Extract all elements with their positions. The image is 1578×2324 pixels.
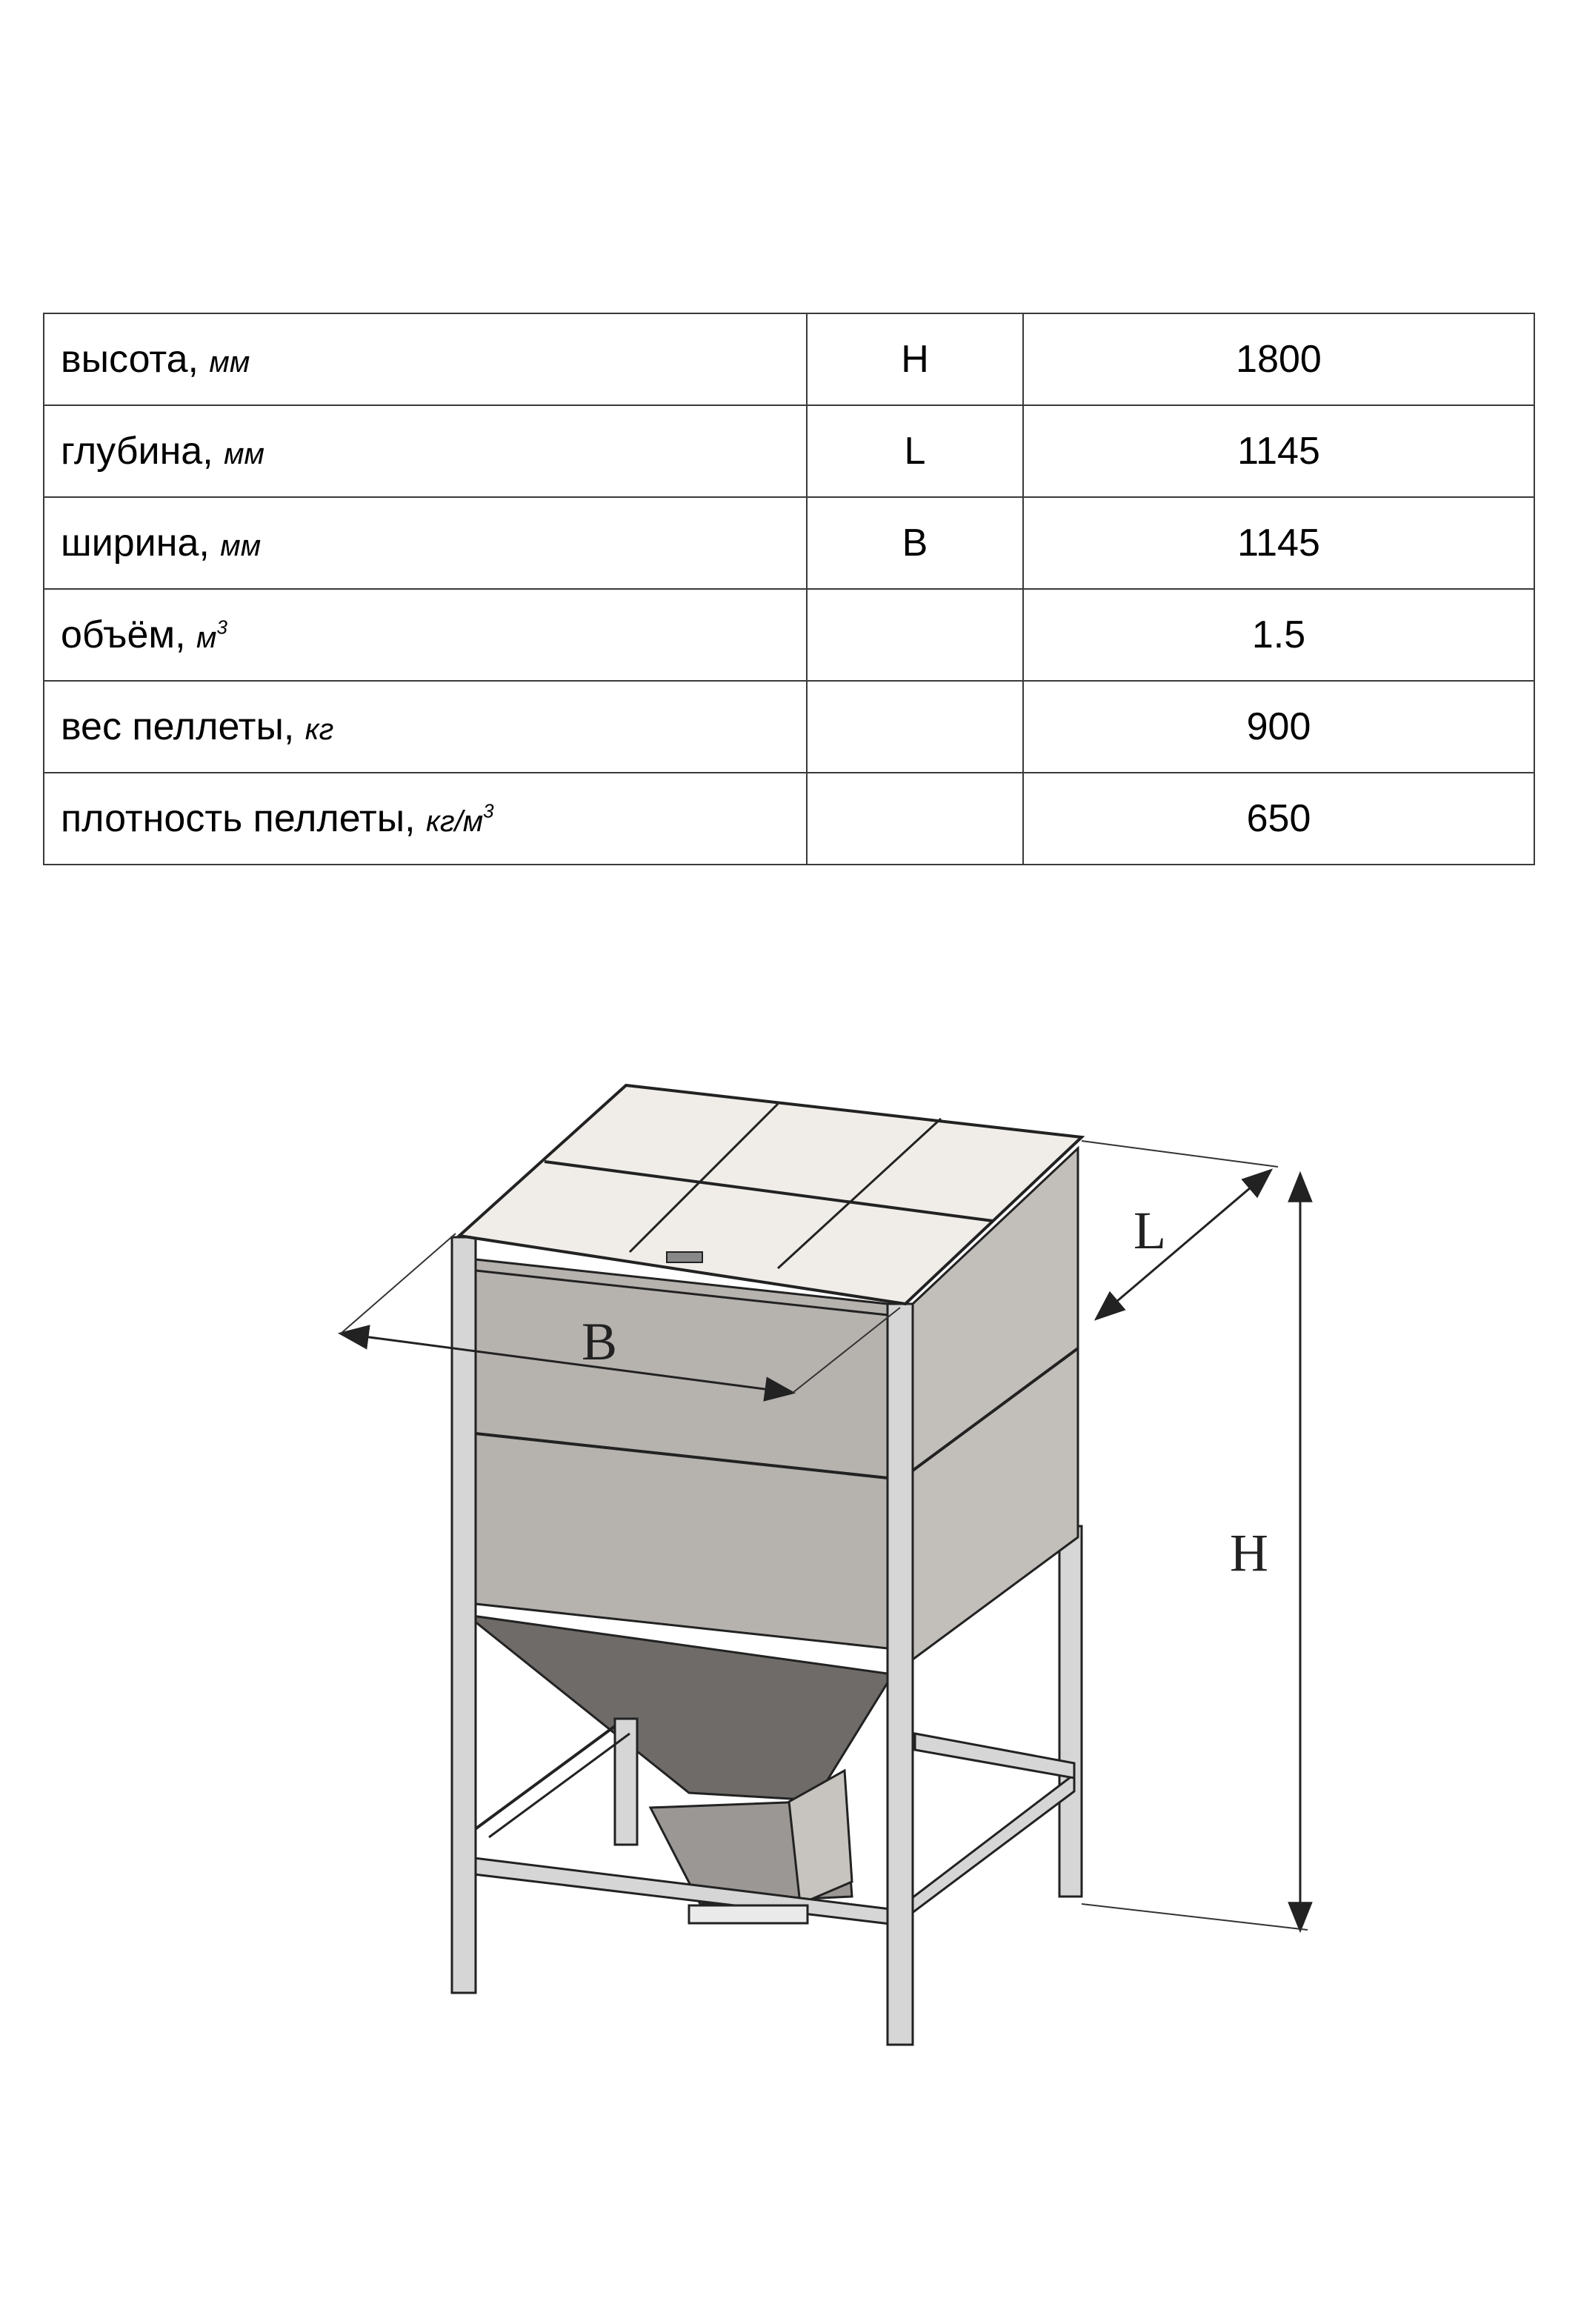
param-value: 650 bbox=[1023, 773, 1534, 865]
ext-line bbox=[1082, 1904, 1308, 1930]
param-label: ширина, мм bbox=[44, 497, 807, 589]
param-unit: кг bbox=[304, 713, 334, 746]
param-value: 1800 bbox=[1023, 313, 1534, 405]
front-panel bbox=[476, 1259, 888, 1648]
dim-line-l bbox=[1096, 1171, 1271, 1319]
param-unit: м bbox=[196, 622, 217, 654]
rear-leg bbox=[1059, 1526, 1082, 1897]
ext-line bbox=[341, 1233, 456, 1334]
ext-line bbox=[1082, 1141, 1278, 1167]
front-leg-right bbox=[888, 1304, 913, 2045]
brace bbox=[474, 1726, 615, 1830]
param-label: высота, мм bbox=[44, 313, 807, 405]
param-value: 1.5 bbox=[1023, 589, 1534, 681]
param-label: плотность пеллеты, $кг/м^3$ bbox=[44, 773, 807, 865]
lid-handle bbox=[667, 1252, 702, 1262]
param-value: 900 bbox=[1023, 681, 1534, 773]
param-label: объём, $м^3$ bbox=[44, 589, 807, 681]
base-bracket bbox=[689, 1905, 808, 1923]
frame-rail bbox=[896, 1774, 1074, 1925]
dim-label-b: B bbox=[582, 1312, 618, 1371]
param-unit: мм bbox=[209, 346, 250, 379]
param-value: 1145 bbox=[1023, 497, 1534, 589]
param-unit: мм bbox=[220, 530, 262, 562]
frame-rail bbox=[915, 1734, 1074, 1778]
param-unit: кг/м bbox=[426, 805, 484, 838]
param-symbol: H bbox=[807, 313, 1023, 405]
param-label: глубина, мм bbox=[44, 405, 807, 497]
brace bbox=[489, 1734, 630, 1837]
param-value: 1145 bbox=[1023, 405, 1534, 497]
param-symbol: B bbox=[807, 497, 1023, 589]
param-label: вес пеллеты, кг bbox=[44, 681, 807, 773]
dim-label-h: H bbox=[1230, 1523, 1268, 1582]
param-symbol: L bbox=[807, 405, 1023, 497]
dim-label-l: L bbox=[1133, 1201, 1166, 1260]
param-unit: мм bbox=[224, 438, 264, 470]
